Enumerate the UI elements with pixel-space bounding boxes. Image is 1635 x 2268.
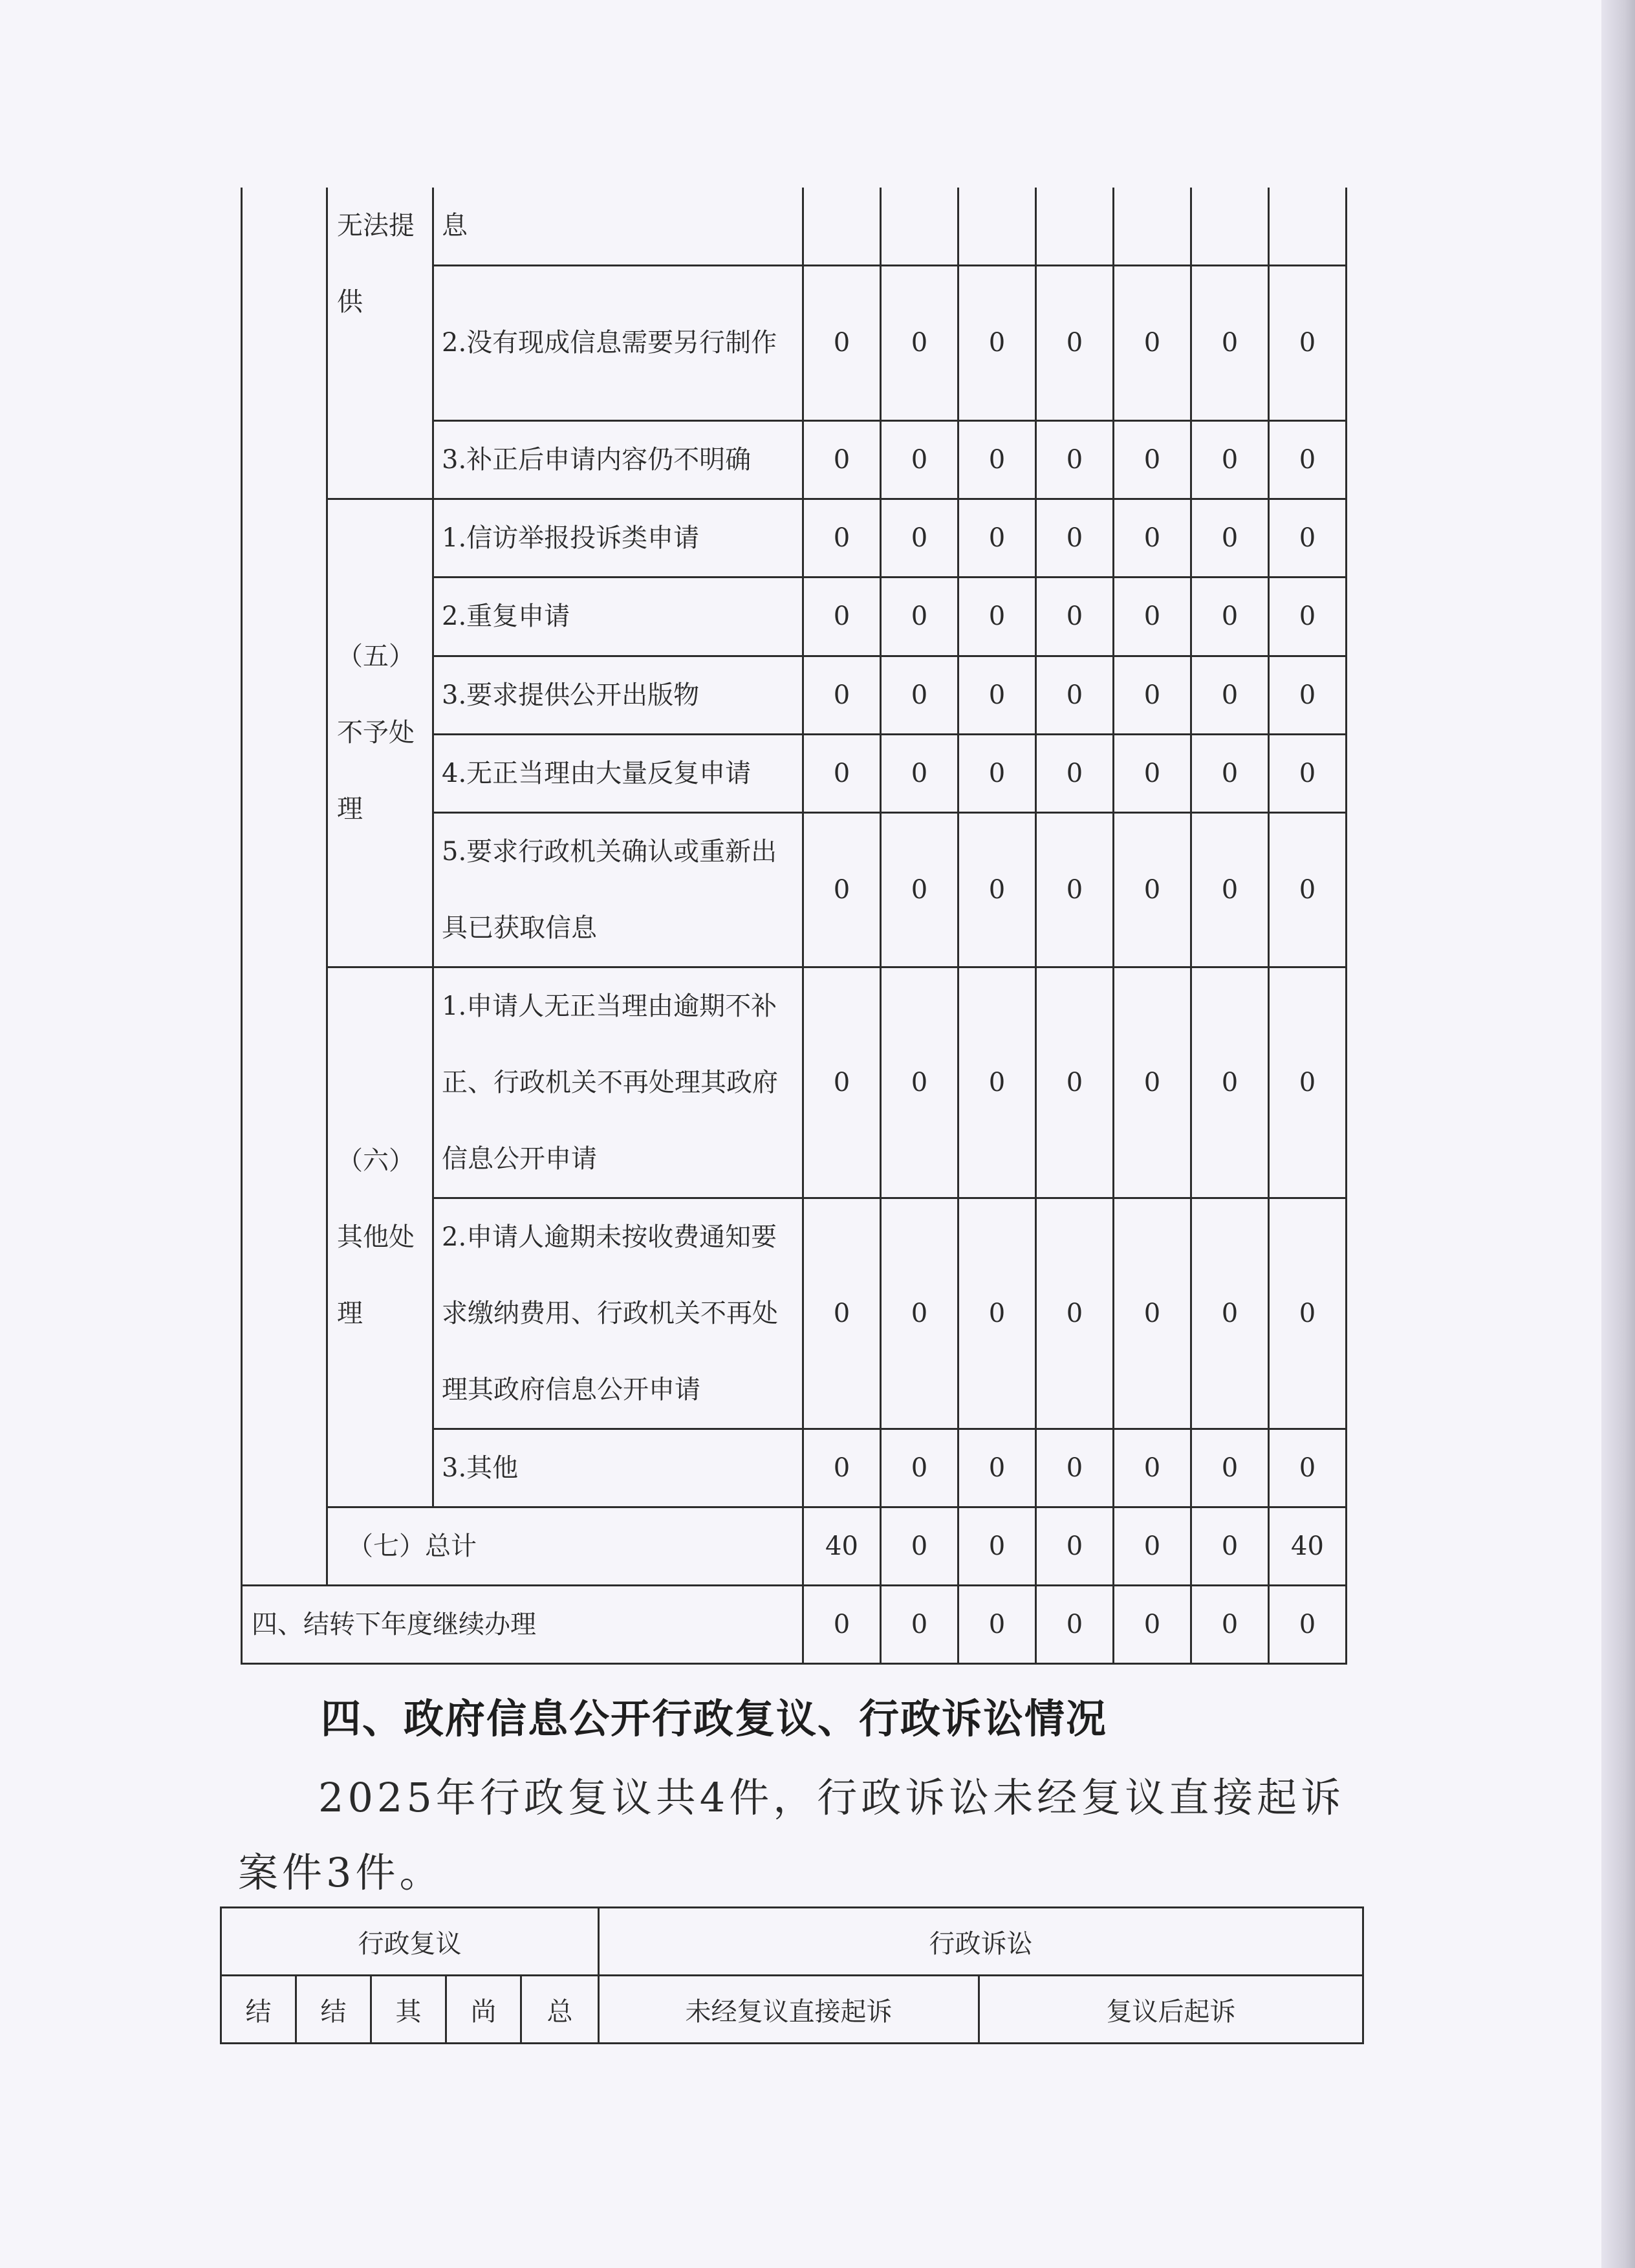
value-cell: 0 — [1191, 1507, 1269, 1585]
item-cell: 3.其他 — [433, 1429, 803, 1507]
application-handling-table — [241, 188, 1347, 1665]
value-cell: 0 — [881, 1429, 958, 1507]
sub-header-cell: 结 — [221, 1976, 296, 2044]
value-cell: 0 — [1114, 812, 1191, 967]
value-cell: 0 — [1114, 577, 1191, 656]
value-cell: 0 — [1269, 420, 1347, 499]
value-cell: 0 — [958, 265, 1036, 420]
value-cell: 0 — [1036, 577, 1114, 656]
value-cell: 0 — [803, 499, 881, 577]
value-cell: 0 — [1114, 1429, 1191, 1507]
value-cell: 0 — [1191, 656, 1269, 734]
carry-over-label: 四、结转下年度继续办理 — [242, 1585, 803, 1663]
value-cell: 0 — [1191, 734, 1269, 812]
value-cell: 0 — [803, 577, 881, 656]
value-cell: 0 — [803, 812, 881, 967]
table-row — [242, 188, 1347, 265]
value-cell: 0 — [1036, 265, 1114, 420]
value-cell: 0 — [1191, 1198, 1269, 1429]
table-row — [221, 1976, 1363, 2044]
value-cell: 0 — [881, 812, 958, 967]
value-cell: 0 — [1269, 265, 1347, 420]
value-cell — [958, 188, 1036, 265]
sub-header-cell: 总 — [521, 1976, 599, 2044]
value-cell: 0 — [958, 1507, 1036, 1585]
category-cell: （六）其他处理 — [327, 967, 433, 1507]
value-cell — [1191, 188, 1269, 265]
item-cell: 4.无正当理由大量反复申请 — [433, 734, 803, 812]
value-cell: 0 — [1114, 656, 1191, 734]
value-cell: 0 — [958, 577, 1036, 656]
value-cell: 0 — [1191, 812, 1269, 967]
value-cell: 0 — [1036, 1429, 1114, 1507]
section-heading: 四、政府信息公开行政复议、行政诉讼情况 — [321, 1695, 1108, 1742]
value-cell: 0 — [958, 499, 1036, 577]
sub-header-cell: 结 — [296, 1976, 371, 2044]
value-cell: 0 — [1269, 1198, 1347, 1429]
value-cell: 0 — [958, 1585, 1036, 1663]
value-cell: 0 — [1036, 812, 1114, 967]
value-cell: 0 — [1114, 265, 1191, 420]
value-cell: 0 — [881, 1507, 958, 1585]
value-cell: 0 — [1114, 734, 1191, 812]
item-cell: 3.要求提供公开出版物 — [433, 656, 803, 734]
value-cell: 0 — [1036, 656, 1114, 734]
total-label: （七）总计 — [327, 1507, 803, 1585]
value-cell: 0 — [1269, 577, 1347, 656]
value-cell: 0 — [803, 656, 881, 734]
sub-header-cell: 复议后起诉 — [979, 1976, 1363, 2044]
value-cell: 0 — [1269, 499, 1347, 577]
table-row — [242, 1507, 1347, 1585]
table-row — [242, 1585, 1347, 1663]
scanner-page-edge — [1601, 0, 1635, 2268]
sub-header-cell: 其 — [371, 1976, 446, 2044]
value-cell: 0 — [1191, 967, 1269, 1198]
value-cell: 0 — [1191, 1429, 1269, 1507]
value-cell: 40 — [1269, 1507, 1347, 1585]
value-cell: 0 — [881, 734, 958, 812]
value-cell: 0 — [1114, 1507, 1191, 1585]
value-cell: 0 — [881, 967, 958, 1198]
value-cell: 0 — [803, 1198, 881, 1429]
value-cell — [1269, 188, 1347, 265]
section-paragraph: 2025年行政复议共4件，行政诉讼未经复议直接起诉案件3件。 — [238, 1774, 1345, 1896]
value-cell: 0 — [1269, 1429, 1347, 1507]
value-cell: 0 — [881, 1198, 958, 1429]
value-cell: 0 — [803, 734, 881, 812]
value-cell: 0 — [1036, 499, 1114, 577]
item-cell: 2.重复申请 — [433, 577, 803, 656]
value-cell — [1114, 188, 1191, 265]
item-cell: 息 — [433, 188, 803, 265]
value-cell: 0 — [1114, 420, 1191, 499]
value-cell: 0 — [1191, 1585, 1269, 1663]
value-cell: 0 — [1269, 734, 1347, 812]
value-cell — [803, 188, 881, 265]
value-cell: 0 — [803, 420, 881, 499]
outer-category-cell — [242, 188, 327, 1585]
value-cell: 0 — [958, 656, 1036, 734]
value-cell: 0 — [803, 1585, 881, 1663]
header-review: 行政复议 — [221, 1908, 599, 1976]
table-row — [242, 967, 1347, 1198]
sub-header-cell: 尚 — [446, 1976, 521, 2044]
value-cell: 0 — [1269, 812, 1347, 967]
value-cell: 0 — [1036, 1198, 1114, 1429]
value-cell: 0 — [1114, 1198, 1191, 1429]
value-cell: 0 — [1269, 967, 1347, 1198]
value-cell: 0 — [881, 656, 958, 734]
value-cell: 0 — [1036, 734, 1114, 812]
value-cell: 0 — [958, 812, 1036, 967]
value-cell: 0 — [1269, 656, 1347, 734]
value-cell: 0 — [1114, 967, 1191, 1198]
sub-header-cell: 未经复议直接起诉 — [599, 1976, 979, 2044]
value-cell: 0 — [803, 265, 881, 420]
value-cell: 0 — [958, 420, 1036, 499]
item-cell: 1.申请人无正当理由逾期不补正、行政机关不再处理其政府信息公开申请 — [433, 967, 803, 1198]
table-row — [242, 499, 1347, 577]
item-cell: 2.没有现成信息需要另行制作 — [433, 265, 803, 420]
value-cell: 0 — [1114, 499, 1191, 577]
value-cell — [881, 188, 958, 265]
category-cell: （五）不予处理 — [327, 499, 433, 967]
value-cell: 0 — [803, 1429, 881, 1507]
value-cell: 0 — [1036, 967, 1114, 1198]
value-cell: 0 — [1114, 1585, 1191, 1663]
value-cell: 0 — [958, 967, 1036, 1198]
value-cell: 0 — [1191, 265, 1269, 420]
value-cell: 0 — [881, 1585, 958, 1663]
value-cell: 0 — [1036, 1507, 1114, 1585]
review-litigation-table — [220, 1906, 1364, 2044]
value-cell: 0 — [958, 1429, 1036, 1507]
item-cell: 1.信访举报投诉类申请 — [433, 499, 803, 577]
value-cell: 0 — [881, 265, 958, 420]
value-cell — [1036, 188, 1114, 265]
value-cell: 0 — [1036, 420, 1114, 499]
value-cell: 0 — [803, 967, 881, 1198]
value-cell: 0 — [958, 1198, 1036, 1429]
value-cell: 0 — [881, 577, 958, 656]
value-cell: 0 — [1269, 1585, 1347, 1663]
value-cell: 0 — [1191, 499, 1269, 577]
item-cell: 3.补正后申请内容仍不明确 — [433, 420, 803, 499]
value-cell: 40 — [803, 1507, 881, 1585]
header-litigation: 行政诉讼 — [599, 1908, 1363, 1976]
table-row — [221, 1908, 1363, 1976]
value-cell: 0 — [958, 734, 1036, 812]
value-cell: 0 — [1191, 577, 1269, 656]
value-cell: 0 — [1191, 420, 1269, 499]
item-cell: 5.要求行政机关确认或重新出具已获取信息 — [433, 812, 803, 967]
value-cell: 0 — [881, 420, 958, 499]
category-cell: 无法提供 — [327, 188, 433, 499]
value-cell: 0 — [881, 499, 958, 577]
item-cell: 2.申请人逾期未按收费通知要求缴纳费用、行政机关不再处理其政府信息公开申请 — [433, 1198, 803, 1429]
value-cell: 0 — [1036, 1585, 1114, 1663]
